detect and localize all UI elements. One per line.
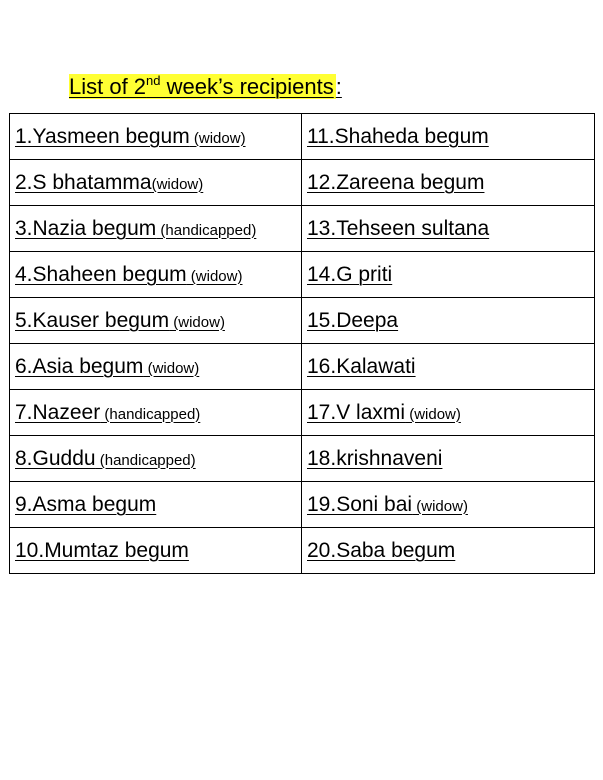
recipient-note: (widow): [151, 175, 204, 193]
recipient-note: (handicapped): [156, 221, 257, 239]
recipient-note: (handicapped): [100, 405, 201, 423]
recipient-cell: [302, 160, 595, 206]
table-row: [10, 436, 595, 482]
title-suffix: week’s recipients: [160, 74, 334, 99]
recipient-cell: [302, 390, 595, 436]
recipient-name: 2.S bhatamma: [15, 170, 152, 194]
recipient-cell: [10, 436, 302, 482]
recipient-name: 12.Zareena begum: [307, 170, 485, 194]
recipient-name: 4.Shaheen begum: [15, 262, 187, 286]
recipient-note: (widow): [143, 359, 200, 377]
table-row: [10, 528, 595, 574]
table-row: [10, 252, 595, 298]
recipient-cell: [302, 482, 595, 528]
recipient-name: 11.Shaheda begum: [307, 124, 489, 148]
recipient-note: (handicapped): [95, 451, 196, 469]
recipient-cell: [302, 344, 595, 390]
recipient-name: 7.Nazeer: [15, 400, 101, 424]
recipient-name: 8.Guddu: [15, 446, 96, 470]
recipient-cell: [10, 344, 302, 390]
recipient-note: (widow): [405, 405, 461, 423]
table-row: [10, 344, 595, 390]
recipients-table-body: [10, 114, 595, 574]
recipient-cell: [302, 252, 595, 298]
recipient-name: 9.Asma begum: [15, 492, 157, 516]
recipient-note: (widow): [186, 267, 243, 285]
recipient-cell: [10, 298, 302, 344]
table-row: [10, 390, 595, 436]
table-row: [10, 298, 595, 344]
recipient-cell: [10, 390, 302, 436]
recipient-cell: [302, 528, 595, 574]
recipient-note: (widow): [189, 129, 246, 147]
recipient-name: 10.Mumtaz begum: [15, 538, 189, 562]
recipient-name: 18.krishnaveni: [307, 446, 443, 470]
title-prefix: List of 2: [69, 74, 147, 99]
title-highlight: [69, 74, 336, 99]
recipient-name: 15.Deepa: [307, 308, 399, 332]
recipient-note: (widow): [412, 497, 468, 515]
title-superscript: nd: [146, 73, 161, 88]
table-row: [10, 160, 595, 206]
recipient-name: 3.Nazia begum: [15, 216, 157, 240]
recipient-cell: [10, 482, 302, 528]
table-row: [10, 206, 595, 252]
recipient-name: 6.Asia begum: [15, 354, 144, 378]
recipient-name: 19.Soni bai: [307, 492, 413, 516]
recipient-name: 16.Kalawati: [307, 354, 416, 378]
recipient-cell: [302, 114, 595, 160]
recipient-cell: [10, 252, 302, 298]
recipient-name: 20.Saba begum: [307, 538, 456, 562]
table-row: [10, 114, 595, 160]
recipient-name: 14.G priti: [307, 262, 393, 286]
recipient-name: 13.Tehseen sultana: [307, 216, 490, 240]
recipient-cell: [302, 436, 595, 482]
recipient-cell: [10, 528, 302, 574]
recipient-name: 1.Yasmeen begum: [15, 124, 190, 148]
page-title: [69, 72, 342, 102]
recipient-cell: [302, 206, 595, 252]
recipient-note: (widow): [169, 313, 225, 331]
title-colon: :: [335, 74, 342, 99]
recipient-cell: [10, 114, 302, 160]
recipient-cell: [302, 298, 595, 344]
recipient-cell: [10, 206, 302, 252]
recipient-name: 5.Kauser begum: [15, 308, 170, 332]
recipients-table: [9, 113, 595, 574]
recipient-cell: [10, 160, 302, 206]
recipient-name: 17.V laxmi: [307, 400, 406, 424]
table-row: [10, 482, 595, 528]
